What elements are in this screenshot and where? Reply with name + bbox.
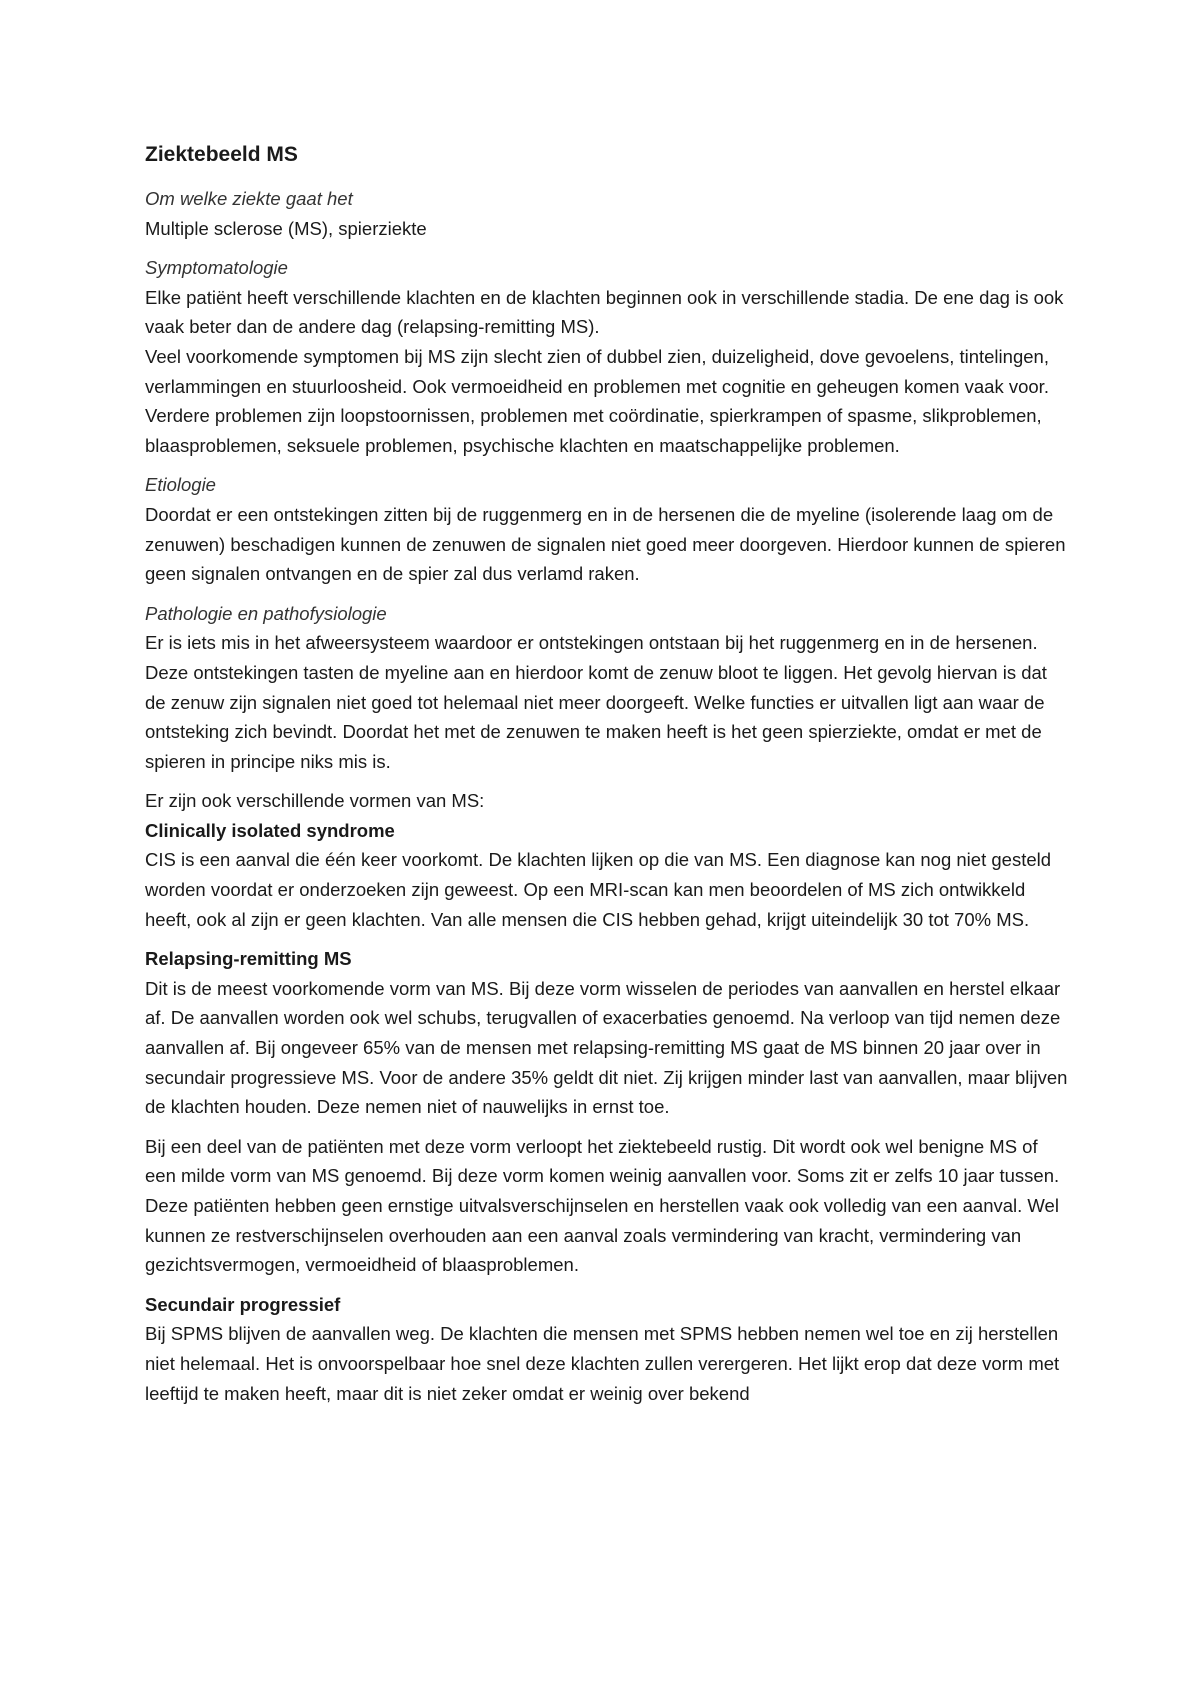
document-page	[145, 140, 1070, 1418]
etiology-text: Doordat er een ontstekingen zitten bij de ruggenmerg en in de hersenen die de myeline (isolerende laag om de zenuwen) beschadigen kunnen de zenuwen de signalen niet goed meer doorgeven. Hierdoor kunnen de spieren geen signalen ontvangen en de spier zal dus verlamd raken.	[145, 503, 1066, 585]
symptoms-paragraph-1: Elke patiënt heeft verschillende klachten en de klachten beginnen ook in verschillende stadia. De ene dag is ook vaak beter dan de andere dag (relapsing-remitting MS).	[145, 286, 1064, 338]
disease-text: Multiple sclerose (MS), spierziekte	[145, 217, 427, 239]
section-pathology	[145, 599, 1070, 777]
etiology-heading: Etiologie	[145, 474, 216, 496]
pathology-heading: Pathologie en pathofysiologie	[145, 602, 387, 624]
cis-heading: Clinically isolated syndrome	[145, 819, 395, 841]
pathology-text: Er is iets mis in het afweersysteem waardoor er ontstekingen ontstaan bij het ruggenmerg en in de hersenen. Deze ontstekingen tasten de myeline aan en hierdoor komt de zenuw bloot te liggen. Het gevolg hiervan is dat de zenuw zijn signalen niet goed tot helemaal niet meer doorgeeft. Welke functies er uitvallen ligt aan waar de ontsteking zich bevindt. Doordat het met de zenuwen te maken heeft is het geen spierziekte, omdat er met de spieren in principe niks mis is.	[145, 632, 1047, 772]
section-disease	[145, 184, 1070, 243]
section-etiology	[145, 470, 1070, 588]
cis-text: CIS is een aanval die één keer voorkomt. De klachten lijken op die van MS. Een diagnose kan nog niet gesteld worden voordat er onderzoeken zijn geweest. Op een MRI-scan kan men beoordelen of MS zich ontwikkeld heeft, ook al zijn er geen klachten. Van alle mensen die CIS hebben gehad, krijgt uiteindelijk 30 tot 70% MS.	[145, 849, 1052, 930]
document-title: Ziektebeeld MS	[145, 143, 298, 166]
section-spms	[145, 1290, 1070, 1408]
symptoms-heading: Symptomatologie	[145, 257, 288, 279]
section-rrms-benign	[145, 1132, 1070, 1280]
spms-text: Bij SPMS blijven de aanvallen weg. De klachten die mensen met SPMS hebben nemen wel toe en zij herstellen niet helemaal. Het is onvoorspelbaar hoe snel deze klachten zullen verergeren. Het lijkt erop dat deze vorm met leeftijd te maken heeft, maar dit is niet zeker omdat er weinig over bekend	[145, 1323, 1060, 1404]
section-cis	[145, 786, 1070, 934]
symptoms-paragraph-2: Veel voorkomende symptomen bij MS zijn slecht zien of dubbel zien, duizeligheid, dove gevoelens, tintelingen, verlammingen en stuurloosheid. Ook vermoeidheid en problemen met cognitie en geheugen komen vaak voor. Verdere problemen zijn loopstoornissen, problemen met coördinatie, spierkrampen of spasme, slikproblemen, blaasproblemen, seksuele problemen, psychische klachten en maatschappelijke problemen.	[145, 345, 1049, 456]
rrms-paragraph-2: Bij een deel van de patiënten met deze vorm verloopt het ziektebeeld rustig. Dit wordt ook wel benigne MS of een milde vorm van MS genoemd. Bij deze vorm komen weinig aanvallen voor. Soms zit er zelfs 10 jaar tussen. Deze patiënten hebben geen ernstige uitvalsverschijnselen en herstellen vaak ook volledig van een aanval. Wel kunnen ze restverschijnselen overhouden aan een aanval zoals vermindering van kracht, vermindering van gezichtsvermogen, vermoeidheid of blaasproblemen.	[145, 1135, 1060, 1276]
rrms-heading: Relapsing-remitting MS	[145, 948, 352, 970]
rrms-paragraph-1: Dit is de meest voorkomende vorm van MS. Bij deze vorm wisselen de periodes van aanvallen en herstel elkaar af. De aanvallen worden ook wel schubs, terugvallen of exacerbaties genoemd. Na verloop van tijd nemen deze aanvallen af. Bij ongeveer 65% van de mensen met relapsing-remitting MS gaat de MS binnen 20 jaar over in secundair progressieve MS. Voor de andere 35% geldt dit niet. Zij krijgen minder last van aanvallen, maar blijven de klachten houden. Deze nemen niet of nauwelijks in ernst toe.	[145, 977, 1068, 1118]
section-symptoms	[145, 253, 1070, 460]
spms-heading: Secundair progressief	[145, 1293, 341, 1315]
disease-heading: Om welke ziekte gaat het	[145, 188, 353, 209]
section-rrms	[145, 944, 1070, 1122]
forms-intro: Er zijn ook verschillende vormen van MS:	[145, 790, 485, 812]
